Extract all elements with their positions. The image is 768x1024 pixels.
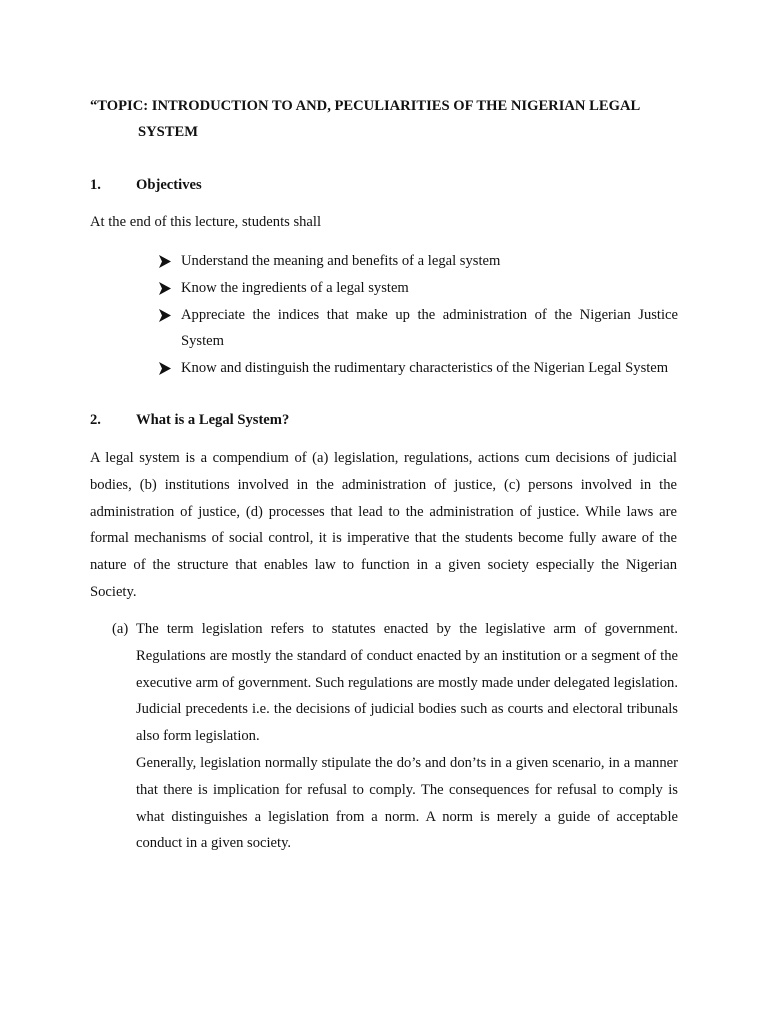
item-a-paragraph-2: Generally, legislation normally stipulate the do’s and don’ts in a given scenario, in a manner that there is implication for refusal to comply. The consequences for refusal to comply is what distinguishes a legislation from a norm. A norm is merely a guide of acceptable conduct in a given society. xyxy=(136,754,678,852)
objective-text: Know and distinguish the rudimentary characteristics of the Nigerian Legal System xyxy=(181,360,669,377)
arrowhead-bullet-icon xyxy=(158,362,172,375)
section-1-number: 1. xyxy=(90,177,101,193)
section-2-heading xyxy=(90,410,289,430)
item-a-body xyxy=(136,616,678,857)
objective-item xyxy=(158,248,678,275)
item-a xyxy=(112,616,678,857)
section-1-heading xyxy=(90,175,202,195)
objectives-list xyxy=(158,248,678,382)
objectives-intro: At the end of this lecture, students shall xyxy=(90,214,322,230)
section-1-title: Objectives xyxy=(136,177,202,193)
arrowhead-bullet-icon xyxy=(158,309,172,322)
item-a-paragraph-1: The term legislation refers to statutes enacted by the legislative arm of government. Regulations are mostly the standard of conduct enacted by an institution or a segment of the executive arm of government. Such regulations are mostly made under delegated legislation. Judicial precedents i.e. the decisions of judicial bodies such as courts and electoral tribunals also form legislation. xyxy=(136,621,678,745)
objective-item xyxy=(158,275,678,302)
objective-text: Know the ingredients of a legal system xyxy=(181,279,409,296)
item-a-marker: (a) xyxy=(112,621,129,637)
objective-item xyxy=(158,355,678,382)
arrowhead-bullet-icon xyxy=(158,282,172,295)
objective-item xyxy=(158,302,678,356)
section-2-number: 2. xyxy=(90,412,101,428)
title-line-2: SYSTEM xyxy=(138,124,199,140)
document-title xyxy=(90,93,680,145)
section-2-title: What is a Legal System? xyxy=(136,412,290,428)
arrowhead-bullet-icon xyxy=(158,255,172,268)
title-line-1: “TOPIC: INTRODUCTION TO AND, PECULIARITIES OF THE NIGERIAN LEGAL xyxy=(90,98,641,114)
objective-text: Appreciate the indices that make up the administration of the Nigerian Justice System xyxy=(181,306,678,350)
legal-system-definition: A legal system is a compendium of (a) legislation, regulations, actions cum decisions of judicial bodies, (b) institutions involved in the administration of justice, (c) persons involved in the administration of justice, (d) processes that lead to the administration of justice. While laws are formal mechanisms of social control, it is imperative that the students become fully aware of the nature of the structure that enables law to function in a given society especially the Nigerian Society. xyxy=(90,450,677,600)
objective-text: Understand the meaning and benefits of a legal system xyxy=(181,253,501,269)
